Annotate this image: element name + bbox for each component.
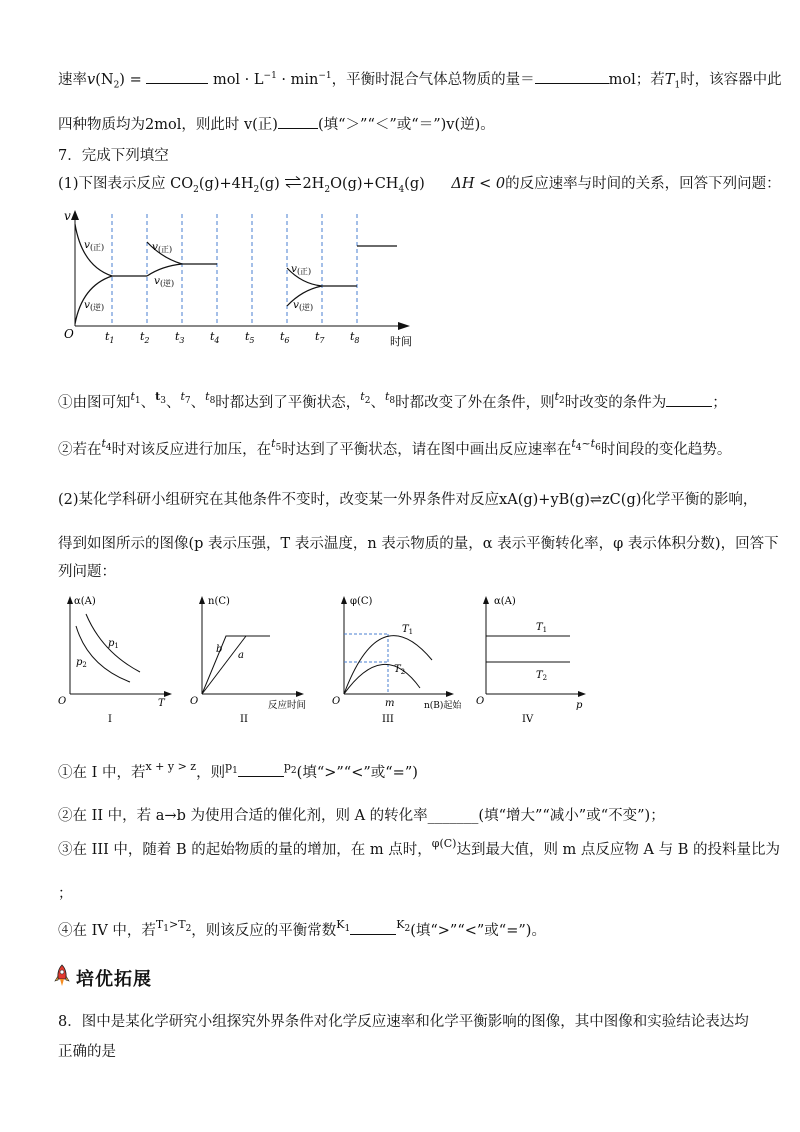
curve-reverse-0 (75, 276, 112, 324)
section-title: 培优拓展 (76, 969, 152, 990)
chart-III-panel-label: III (382, 714, 394, 724)
rocket-icon (52, 964, 72, 992)
chart-IV-y-arrow-icon (483, 596, 489, 604)
chart-III-origin: O (332, 696, 341, 707)
label-v-forward-2: v(正) (152, 241, 173, 254)
chart-IV-label-T1: $T_1$ (536, 622, 548, 634)
rate-time-chart (58, 206, 418, 350)
blank-rate[interactable] (146, 69, 208, 84)
text-line-four-species: 四种物质均为2mol，则此时 v(正) (填“＞”“＜”或“＝”)v(逆)。 (58, 114, 495, 135)
chart-III (330, 590, 466, 724)
blank-k-compare[interactable] (350, 920, 396, 935)
chart-I-label-p2: $p_2$ (76, 657, 87, 669)
chart-III-y-arrow-icon (341, 596, 347, 604)
chart-IV (476, 590, 596, 724)
chart-IV-x-arrow-icon (578, 691, 586, 697)
question-7-title: 7．完成下列填空 (58, 148, 169, 164)
y-axis-label: v (64, 209, 71, 223)
question-7-1-stem: (1)下图表示反应 $CO_2(g)+4H_2(g)$ $2H_2O(g)+CH_4(g) \Delta H < 0$的反应速率与时间的关系，回答下列问题： (58, 176, 781, 195)
chart-II-x-arrow-icon (296, 691, 304, 697)
chart-III-ylabel: φ(C) (350, 596, 373, 607)
x-axis-label: 时间 (390, 335, 412, 348)
text-line-rate: 速率$v(N_2)$ = mol · $L^{-1} \cdot \min^{-1}$，平衡时混合气体总物质的量＝ mol；若$T_1$时，该容器中此 (58, 66, 782, 96)
chart-II-line-b (202, 636, 270, 694)
question-7-2-stem-1: (2)某化学科研小组研究在其他条件不变时，改变某一外界条件对反应xA(g)+yB(g)⇌zC(g)化学平衡的影响， (58, 492, 758, 508)
tick-t1: $t_1$ (105, 330, 115, 345)
chart-I-label-p1: $p_1$ (108, 638, 119, 650)
question-7-2-a2: ②在 II 中，若 a→b 为使用合适的催化剂，则 A 的转化率_______(填“增大”“减小”或“不变”)； (58, 808, 665, 824)
reversible-arrow-icon (284, 174, 302, 194)
label-v-forward-6: v(正) (291, 263, 312, 276)
chart-III-label-T2: $T_2$ (394, 664, 406, 676)
tick-t2: $t_2$ (140, 330, 150, 345)
blank-p-compare[interactable] (238, 762, 284, 777)
chart-I-y-arrow-icon (67, 596, 73, 604)
label-v-forward-0: v(正) (84, 239, 105, 252)
question-8-line-2: 正确的是 (58, 1044, 116, 1060)
chart-IV-ylabel: α(A) (494, 596, 516, 607)
question-7-2-stem-3: 列问题： (58, 564, 116, 580)
curves (75, 224, 397, 324)
question-7-2-a3: ③在 III 中，随着 B 的起始物质的量的增加，在 m 点时，$^{\varphi(C)}$达到最大值，则 m 点反应物 A 与 B 的投料量比为 (58, 837, 780, 858)
question-8-line-1: 8．图中是某化学研究小组探究外界条件对化学反应速率和化学平衡影响的图像，其中图像和实验结论表达均 (58, 1014, 749, 1030)
chart-II (188, 590, 318, 724)
blank-compare-rate[interactable] (278, 114, 318, 129)
chart-I (58, 590, 178, 724)
curve-reverse-2 (147, 264, 182, 276)
question-7-2-a4: ④在 IV 中，若$^{T_1>T_2}$，则该反应的平衡常数$^{K_1}$ $^{K_2}$(填“>”“<”或“=”)。 (58, 918, 546, 939)
blank-total-moles[interactable] (535, 69, 609, 84)
question-7-1-a: ①由图可知$^{t_1}$、$^{t_3}$、$^{t_7}$、$^{t_8}$时都达到了平衡状态，$^{t_2}$、$^{t_8}$时都改变了外在条件，则$^{t_2}$时改变的条件为 ； (58, 390, 727, 411)
chart-IV-label-T2: $T_2$ (536, 670, 548, 682)
chart-IV-xlabel: p (576, 700, 583, 711)
question-7-2-a1: ①在 I 中，若$^{x + y > z}$，则$^{p_1}$ $^{p_2}$(填“>”“<”或“=”) (58, 760, 418, 781)
question-7-2-a3-end: ； (58, 886, 73, 902)
origin-label: O (64, 327, 74, 341)
tick-t7: $t_7$ (315, 330, 325, 345)
chart-III-xlabel: n(B)起始 (424, 701, 462, 711)
tick-t3: $t_3$ (175, 330, 185, 345)
tick-t6: $t_6$ (280, 330, 290, 345)
chart-III-xmark: m (385, 698, 395, 709)
chart-II-y-arrow-icon (199, 596, 205, 604)
section-header (52, 964, 152, 992)
chart-I-origin: O (58, 696, 67, 707)
question-7-2-stem-2: 得到如图所示的图像(p 表示压强，T 表示温度，n 表示物质的量，α 表示平衡转化率，φ 表示体积分数)，回答下 (58, 536, 779, 552)
chart-II-label-a: a (238, 650, 244, 661)
chart-II-label-b: b (216, 644, 223, 655)
blank-t2-condition[interactable] (666, 392, 712, 407)
chart-I-x-arrow-icon (164, 691, 172, 697)
chart-III-x-arrow-icon (446, 691, 454, 697)
tick-t4: $t_4$ (210, 330, 220, 345)
chart-II-origin: O (190, 696, 199, 707)
x-axis-arrow-icon (398, 322, 410, 330)
chart-I-curve-p2 (76, 626, 130, 682)
chart-III-label-T1: $T_1$ (402, 624, 414, 636)
chart-I-ylabel: α(A) (74, 596, 96, 607)
tick-labels (105, 330, 360, 345)
label-v-reverse-6: v(逆) (293, 299, 314, 312)
label-v-reverse-0: v(逆) (84, 299, 105, 312)
chart-IV-panel-label: IV (522, 714, 534, 724)
chart-II-ylabel: n(C) (208, 596, 230, 607)
tick-t8: $t_8$ (350, 330, 360, 345)
y-axis-arrow-icon (71, 210, 79, 220)
chart-II-line-a (202, 636, 246, 694)
chart-II-xlabel: 反应时间 (268, 700, 307, 711)
chart-I-xlabel: T (158, 698, 165, 709)
tick-t5: $t_5$ (245, 330, 255, 345)
label-v-reverse-2: v(逆) (154, 275, 175, 288)
chart-I-panel-label: I (108, 714, 112, 724)
question-7-1-b: ②若在$^{t_4}$时对该反应进行加压，在$^{t_5}$时达到了平衡状态，请在图中画出反应速率在$^{t_4\sim t_6}$时间段的变化趋势。 (58, 437, 732, 458)
chart-II-panel-label: II (240, 714, 248, 724)
dashed-lines (112, 214, 357, 326)
chart-IV-origin: O (476, 696, 485, 707)
